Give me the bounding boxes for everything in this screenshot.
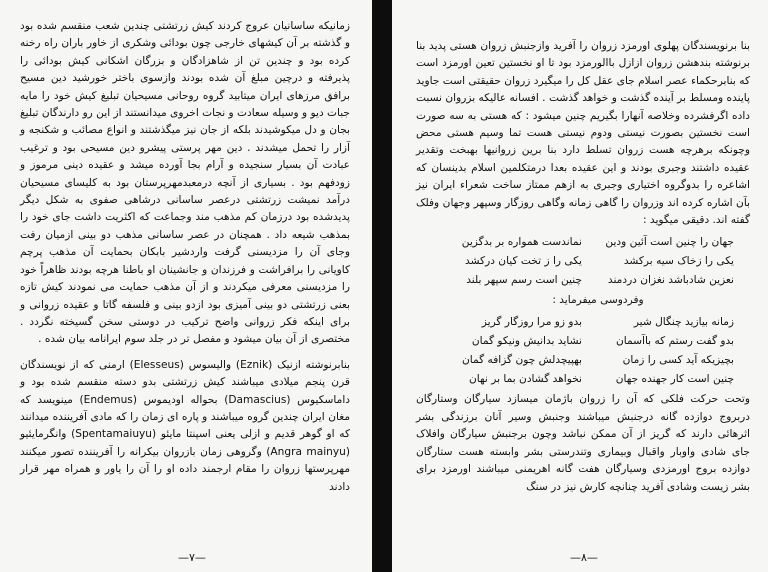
poem-verse [416,271,750,290]
verse-hemistich: بهپیچدلش چون گزافه گمان [461,354,582,367]
verse-hemistich: زمانه بیازید چنگال شیر [633,316,734,329]
verse-hemistich: بدو گفت رستم که باآسمان [616,335,734,348]
verse-hemistich: نعزین شادباشد نغزان دردمند [607,274,734,287]
poem-verse [416,313,750,332]
poem-verse [416,233,750,252]
verse-hemistich: بدو زو مرا روزگار گریز [481,316,582,329]
left-page [0,0,372,572]
poem-verse [416,252,750,271]
paragraph: زمانیکه ساسانیان عروج کردند کیش زرتشتی چندین شعب منقسم شده بود و گذشته بر آن کیشهای خارجی چون بودائی وشکری از خاور باران راه رخنه کرده بود و چندین تن از شاهزادگان و بزرگان اشکانی کیش بودائی را پذیرفته و درچین مبلغ آن شده بودند وازسوی باختر خورشید دین مسیح برافق مرزهای ایران میتابید گروه روحانی مسیحیان تبلیغ کیش خود را مایه جبات دیو و وسیله سعادت و نجات اخروی میدانستند از این رو دارندگان تبلیغ بجان و دل میکوشیدند بلکه از جان نیز میگذشتند و انواع مصائب و شکنجه و آزار را تحمل میشدند . دین مهر پرستی پیشرو دین مسیحی بود و ترغیب عبادت آن بسیار سنجیده و آرام بجا آورده میشد و عقیده دینی مرموز و زودفهم بود . بسیاری از آنچه درمعبدمهرپرستان بود به کلیسای مسیحیان درآمد نمیشت زرتشتی درعصر ساسانی درشاهی صفوی به شکل دیگر پدیدشده بود درزمان کم مذهب مند وجماعت که اکثریت داشت جای خود را بمذهب شیعه داد . همچنان در عصر ساسانی مذهب دو بینی ازمیان رفت وجای آن را مزدیسنی گرفت واردشیر بابکان بحمایت آن مذهب پرچم کاویانی را برافراشت و فرزندان و جانشینان او باطنا هرچه بودند ظاهراً خود را مزدیسنی معرفی میکردند و از آن مذهب حمایت می نمودند کیش تازه بعنی زرتشتی دو بینی آمیزی بود ازدو بینی و فلسفه گاتا و عقیده زروانی و برای اینکه فکر زروانی واضح ترکیب در دوستی سخن گسیخته نگردد . مختصری از آن بیان میشود و مفصل تر در جلد سوم ایرانامه بیان شده . [20,20,350,346]
verse-hemistich: نخواهد گشادن بما بر نهان [469,373,582,386]
verse-hemistich: نماندست همواره بر بدگزین [461,236,582,249]
verse-hemistich: چنین است کار جهنده جهان [615,373,734,386]
right-page [392,0,768,572]
verse-hemistich: جهان را چنین است آئین ودین [605,236,734,249]
page-number: —٧— [178,551,206,564]
right-page-outro: وتحت حرکت فلکی که آن را زروان باژمان میسازد سیارگان وستارگان دربروج دوازده گانه درجنبش میباشند وجنبش وسیر آنان برزندگی بشر اثرهائی دارند که گریز از آن ممکن نباشد وچون برجنبش سیارگان وافلاک جای شادی واوبار واقبال وبیماری وتندرستی بشر وابسته هست ستارگان دوازده بروج اورمزدی وسیارگان هفت گانه اهریمنی میباشند اورمزد برای بشر زیست وشادی آفرید چنانچه کارش نیز در سنگ [416,393,750,493]
page-number: —٨— [570,551,598,564]
poem-verse [416,370,750,389]
poem-verse [416,332,750,351]
verse-hemistich: یکی را ز تخت کیان درکشد [465,255,582,268]
book-gutter [372,0,392,572]
verse-hemistich: یکی را زخاک سیه برکشد [623,255,734,268]
poem-intro-ferdowsi: وفردوسی میفرماید : [552,294,644,307]
poem-daqiqi [416,233,750,290]
paragraph: بنابرنوشته ازنیک (Eznik) والیسوس (Elesseus) ارمنی که از نویسندگان قرن پنجم میلادی میباشند کیش زرتشتی بدو دسته منقسم شده بود و داماسکیوس (Damascius) بحواله اودیموس (Endemus) مینویسد که مغان ایران چندین گروه میباشند و پاره ای زمان را که مادی آفریننده میدانند که او گوهر قدیم و ازلی یعنی اسپنتا مایئو (Spentamaiuyu) وانگرمایئیو (Angra mainyu) وگروهی زمان بازروان بیکرانه را آفریننده تصور میکنند مهرپرستها زروان را مقام ارجمند داده او را آن را یاور و همراه مهر قرار دادند [20,358,350,493]
verse-hemistich: نشاید بدانیش ونیکو گمان [471,335,582,348]
verse-hemistich: بچیزیکه آید کسی را زمان [622,354,734,367]
verse-hemistich: چنین است رسم سپهر بلند [466,274,582,287]
right-page-intro: بنا برنویسندگان پهلوی اورمزد زروان را آفرید وازجنبش زروان هستی پدید بنا برنوشته بندهشن زروان ازازل باالورمزد بود تا او نخستین تعین اورمزد است که بنابرحکماء عصر اسلام جای عقل کل را میگیرد زروان حقیقتی است جاوید پاینده ومسلط بر آینده گذشت و خواهد گذشت . افسانه عالیکه بزروان نسبت داده اگرفشرده وخلاصه آنهارا بگیریم چنین میشود : که هستی به سه صورت است نخستین بصورت نیستی ودوم نیستی هست تما وسیم هستی محض وچونکه برهرچه هست زروان تسلط دارد بنا برین زروانیها بهبخت وتقدیر عقیده داشتند وجبری بودند و این عقیده بعدا درمتکلمین اسلام بدینسان که اشاعره را بدوگروه اختیاری وجبری به ازهم ممتاز ساخت شعراء ایران نیز بآن اشاره کرده اند وزروان را گاهی زمانه وگاهی روزگار وسپهر وجهان وفلک گفته اند. دقیقی میگوید : [416,40,750,227]
left-page-text [20,18,350,496]
poem-verse [416,351,750,370]
poem-ferdowsi [416,313,750,389]
